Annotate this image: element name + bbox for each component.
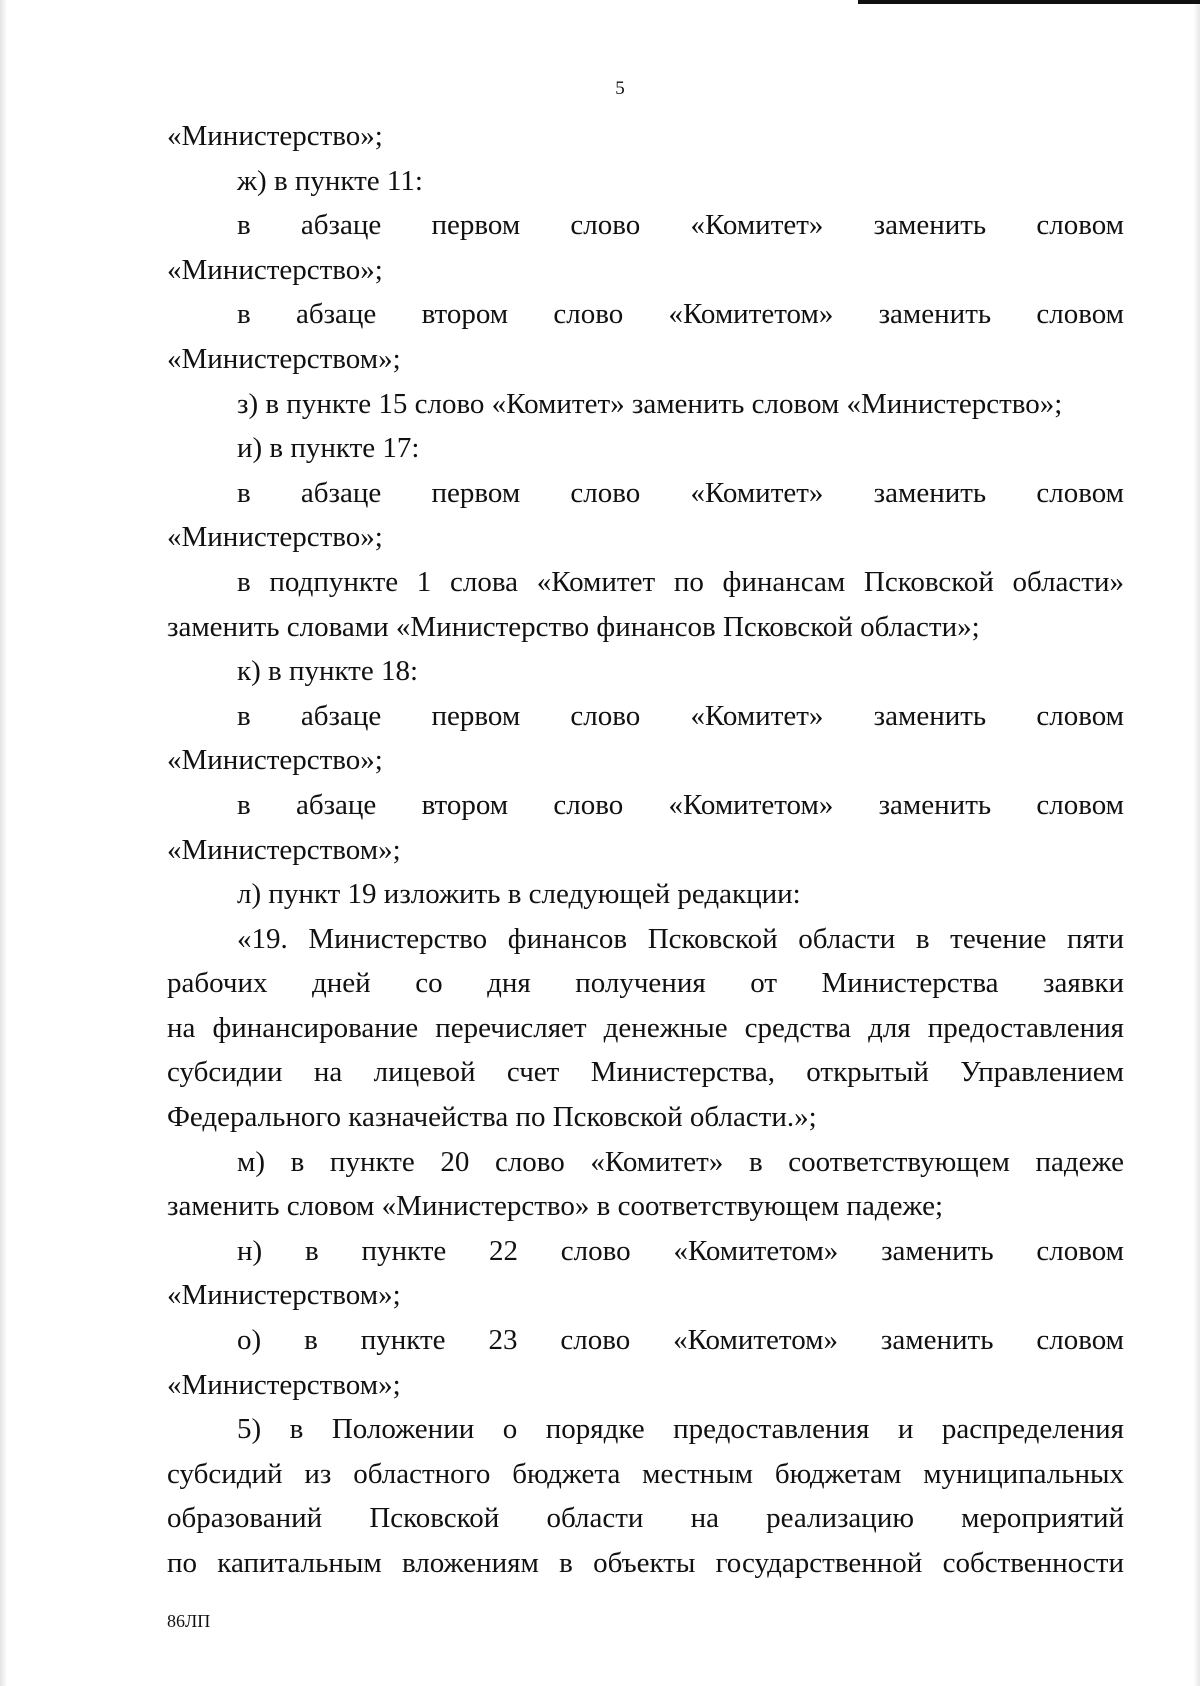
text-line: ж) в пункте 11:	[237, 164, 423, 197]
text-line: в подпункте 1 слова «Комитет по финансам Псковской области»	[237, 565, 1124, 598]
text-line: 5) в Положении о порядке предоставления и распределения	[237, 1413, 1124, 1446]
page-code: 86ЛП	[167, 1611, 211, 1631]
text-line: «Министерство»;	[167, 521, 383, 554]
text-line: Федерального казначейства по Псковской области.»;	[167, 1101, 817, 1134]
text-line: «Министерством»;	[167, 833, 401, 866]
text-line: в абзаце первом слово «Комитет» заменить словом	[237, 209, 1124, 242]
text-line: л) пункт 19 изложить в следующей редакции:	[237, 878, 801, 911]
text-line: о) в пункте 23 слово «Комитетом» заменить словом	[237, 1324, 1124, 1357]
text-line: в абзаце втором слово «Комитетом» заменить словом	[237, 298, 1124, 331]
text-line: з) в пункте 15 слово «Комитет» заменить словом «Министерство»;	[237, 387, 1063, 420]
text-line: «Министерство»;	[167, 120, 383, 152]
text-line: н) в пункте 22 слово «Комитетом» заменить словом	[237, 1234, 1124, 1267]
text-line: «Министерством»;	[167, 1279, 401, 1312]
page-number: 5	[615, 78, 625, 99]
text-line: субсидии на лицевой счет Министерства, открытый Управлением	[167, 1056, 1124, 1089]
text-line: рабочих дней со дня получения от Министерства заявки	[167, 967, 1124, 1000]
text-line: и) в пункте 17:	[237, 432, 420, 465]
text-line: к) в пункте 18:	[237, 655, 419, 688]
text-line: заменить словами «Министерство финансов Псковской области»;	[167, 610, 980, 643]
text-line: заменить словом «Министерство» в соответствующем падеже;	[167, 1190, 944, 1223]
text-line: «Министерством»;	[167, 342, 401, 375]
text-line: м) в пункте 20 слово «Комитет» в соответствующем падеже	[237, 1145, 1124, 1178]
scan-edge-right	[1194, 0, 1200, 1686]
text-line: «Министерство»;	[167, 744, 383, 777]
top-rule	[858, 0, 1200, 4]
text-line: «Министерством»;	[167, 1368, 401, 1401]
document-body	[167, 114, 1124, 1586]
text-line: в абзаце первом слово «Комитет» заменить словом	[237, 476, 1124, 509]
text-line: образований Псковской области на реализацию мероприятий	[167, 1502, 1124, 1535]
text-line: «Министерство»;	[167, 253, 383, 286]
text-line: в абзаце первом слово «Комитет» заменить словом	[237, 699, 1124, 732]
text-line: по капитальным вложениям в объекты государственной собственности	[167, 1547, 1124, 1579]
text-line: субсидий из областного бюджета местным бюджетам муниципальных	[167, 1457, 1124, 1490]
scan-edge-left	[0, 0, 6, 1686]
text-line: в абзаце втором слово «Комитетом» заменить словом	[237, 788, 1124, 821]
text-line: на финансирование перечисляет денежные средства для предоставления	[167, 1011, 1124, 1044]
text-line: «19. Министерство финансов Псковской области в течение пяти	[237, 922, 1124, 955]
